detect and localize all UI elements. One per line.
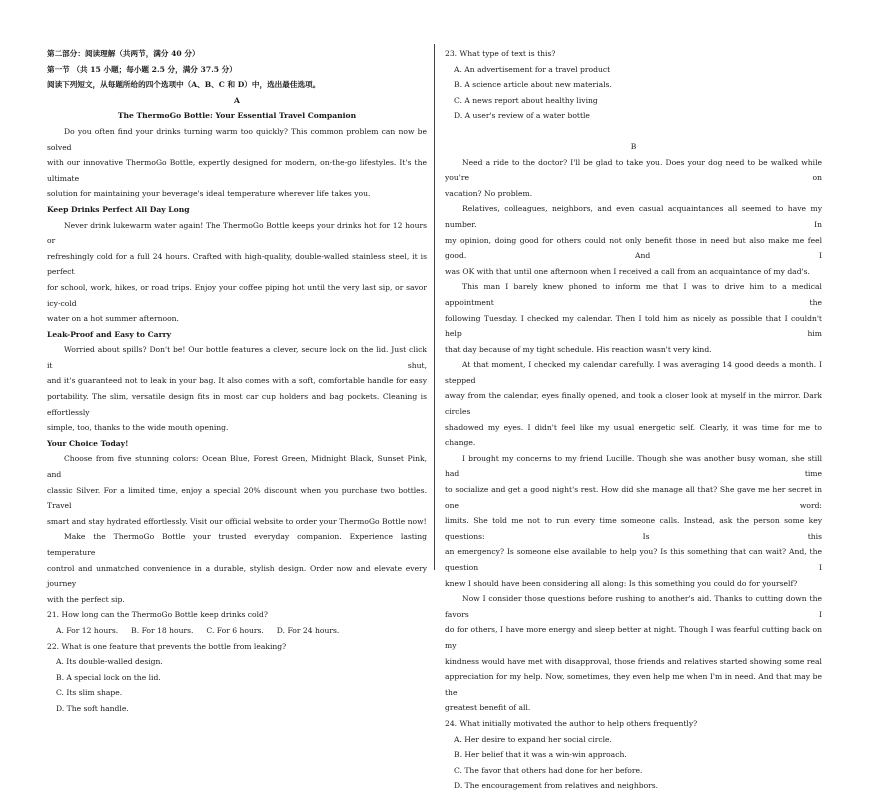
question-stem: 24. What initially motivated the author to help others frequently?: [445, 718, 698, 728]
option-c[interactable]: C. The favor that others had done for her before.: [454, 765, 643, 775]
text-line: simple, too, thanks to the wide mouth opening.: [47, 423, 229, 433]
question-stem: 21. How long can the ThermoGo Bottle keep drinks cold?: [47, 610, 268, 620]
text-line: following Tuesday. I checked my calendar. Then I told him as nicely as possible that I couldn't help him: [445, 313, 822, 339]
paragraph-leak-proof: [47, 342, 427, 436]
text-line: for school, work, hikes, or road trips. Enjoy your coffee piping hot until the very last sip, or savor icy-cold: [47, 282, 427, 308]
text-line: water on a hot summer afternoon.: [47, 314, 179, 324]
text-line: solution for maintaining your beverage's ideal temperature wherever life takes you.: [47, 189, 371, 199]
question-stem: 22. What is one feature that prevents the bottle from leaking?: [47, 641, 287, 651]
paragraph-your-choice: [47, 451, 427, 529]
option-b[interactable]: B. A science article about new materials.: [454, 80, 612, 90]
text-line: to socialize and get a good night's rest. How did she manage all that? She gave me her secret in one word:: [445, 485, 822, 510]
passage-b-letter: B: [630, 141, 637, 151]
text-line: limits. She told me not to run every time someone calls. Instead, ask the person some key questions: Is this: [445, 516, 822, 541]
text-line: Now I consider those questions before rushing to another's aid. Thanks to cutting down the favors I: [445, 594, 822, 619]
text-line: appreciation for my help. Now, sometimes, they even help me when I'm in need. And that may be the: [445, 672, 822, 697]
text-line: At that moment, I checked my calendar carefully. I was averaging 14 good deeds a month. I stepped: [445, 360, 822, 385]
text-line: shadowed my eyes. I didn't feel like my usual energetic self. Clearly, it was time for me to change.: [445, 422, 822, 448]
text-line: my opinion, doing good for others could not only benefit those in need but also make me feel good. And I: [445, 235, 822, 261]
option-a[interactable]: A. For 12 hours.: [56, 625, 119, 635]
text-line: kindness would have met with disapproval, those friends and relatives started showing some real: [445, 656, 822, 666]
paragraph-b4: [445, 357, 822, 451]
text-line: refreshingly cold for a full 24 hours. Crafted with high-quality, double-walled stainless steel, it is perfect: [47, 251, 427, 277]
question-24: [445, 716, 822, 794]
heading-leak-proof: Leak-Proof and Easy to Carry: [47, 329, 171, 339]
question-23: [445, 46, 822, 124]
option-d[interactable]: D. A user's review of a water bottle: [454, 111, 590, 121]
paragraph-b6: [445, 591, 822, 716]
text-line: an emergency? Is someone else available to help you? Is this something that can wait? And, the question I: [445, 547, 822, 572]
text-line: Worried about spills? Don't be! Our bottle features a clever, secure lock on the lid. Just click it shut,: [47, 345, 427, 370]
option-d[interactable]: D. The encouragement from relatives and neighbors.: [454, 781, 659, 791]
paragraph-b2: [445, 201, 822, 279]
option-d[interactable]: D. For 24 hours.: [276, 625, 340, 635]
text-line: Need a ride to the doctor? I'll be glad to take you. Does your dog need to be walked while you're on: [445, 157, 822, 183]
passage-a-letter: A: [234, 95, 240, 105]
text-line: portability. The slim, versatile design fits in most car cup holders and bag pockets. Cleaning is effortlessly: [47, 392, 427, 417]
right-column: [445, 46, 822, 794]
column-divider: [434, 44, 435, 570]
instructions: 阅读下列短文，从每题所给的四个选项中（A、B、C 和 D）中，选出最佳选项。: [47, 80, 321, 90]
option-b[interactable]: B. For 18 hours.: [131, 625, 194, 635]
heading-keep-drinks: Keep Drinks Perfect All Day Long: [47, 204, 190, 214]
question-stem: 23. What type of text is this?: [445, 49, 556, 58]
paragraph-b1: [445, 155, 822, 202]
paragraph-b3: [445, 279, 822, 357]
subsection-header: 第一节 （共 15 小题；每小题 2.5 分，满分 37.5 分）: [47, 64, 237, 74]
text-line: knew I should have been considering all along: Is this something you could do for yourself?: [445, 578, 798, 588]
text-line: that day because of my tight schedule. His reaction wasn't very kind.: [445, 344, 712, 354]
text-line: vacation? No problem.: [445, 188, 533, 198]
text-line: and it's guaranteed not to leak in your bag. It also comes with a soft, comfortable handle for easy: [47, 376, 427, 386]
text-line: Relatives, colleagues, neighbors, and even casual acquaintances all seemed to have my number. In: [445, 204, 822, 229]
paragraph-keep-drinks: [47, 218, 427, 327]
text-line: Make the ThermoGo Bottle your trusted everyday companion. Experience lasting temperature: [47, 532, 427, 557]
option-c[interactable]: C. For 6 hours.: [206, 625, 264, 635]
option-a[interactable]: A. Her desire to expand her social circle.: [454, 734, 612, 744]
options-row: [47, 623, 427, 639]
text-line: Do you often find your drinks turning warm too quickly? This common problem can now be solved: [47, 126, 427, 152]
option-a[interactable]: A. Its double-walled design.: [56, 657, 163, 667]
text-line: This man I barely knew phoned to inform me that I was to drive him to a medical appointment the: [445, 282, 822, 307]
left-column: [47, 46, 427, 717]
text-line: smart and stay hydrated effortlessly. Visit our official website to order your ThermoGo Bottle now!: [47, 516, 427, 526]
question-21: [47, 607, 427, 638]
text-line: greatest benefit of all.: [445, 703, 531, 713]
intro-paragraph: [47, 124, 427, 202]
text-line: classic Silver. For a limited time, enjoy a special 20% discount when you purchase two bottles. Travel: [47, 485, 427, 511]
text-line: with the perfect sip.: [47, 594, 125, 604]
paragraph-closing: [47, 529, 427, 607]
heading-your-choice: Your Choice Today!: [47, 438, 129, 448]
text-line: do for others, I have more energy and sleep better at night. Though I was fearful cutting back on my: [445, 625, 822, 650]
section-header: 第二部分：阅读理解（共两节，满分 40 分）: [47, 49, 200, 58]
option-c[interactable]: C. Its slim shape.: [56, 688, 123, 698]
text-line: Never drink lukewarm water again! The ThermoGo Bottle keeps your drinks hot for 12 hours or: [47, 220, 427, 246]
text-line: Choose from five stunning colors: Ocean Blue, Forest Green, Midnight Black, Sunset Pink, and: [47, 454, 427, 480]
text-line: control and unmatched convenience in a durable, stylish design. Order now and elevate every journey: [47, 563, 427, 589]
text-line: I brought my concerns to my friend Lucille. Though she was another busy woman, she still had time: [445, 453, 822, 479]
paragraph-b5: [445, 451, 822, 591]
option-b[interactable]: B. A special lock on the lid.: [56, 672, 161, 682]
text-line: was OK with that until one afternoon when I received a call from an acquaintance of my dad's.: [445, 266, 810, 276]
text-line: away from the calendar, eyes finally opened, and took a closer look at myself in the mirror. Dark circles: [445, 391, 822, 417]
question-22: [47, 639, 427, 717]
text-line: with our innovative ThermoGo Bottle, expertly designed for modern, on-the-go lifestyles. It's the ultimate: [47, 158, 427, 183]
option-d[interactable]: D. The soft handle.: [56, 703, 129, 713]
option-a[interactable]: A. An advertisement for a travel product: [454, 64, 611, 74]
option-b[interactable]: B. Her belief that it was a win-win approach.: [454, 750, 627, 760]
passage-a-title: The ThermoGo Bottle: Your Essential Travel Companion: [117, 111, 357, 121]
option-c[interactable]: C. A news report about healthy living: [454, 95, 598, 105]
